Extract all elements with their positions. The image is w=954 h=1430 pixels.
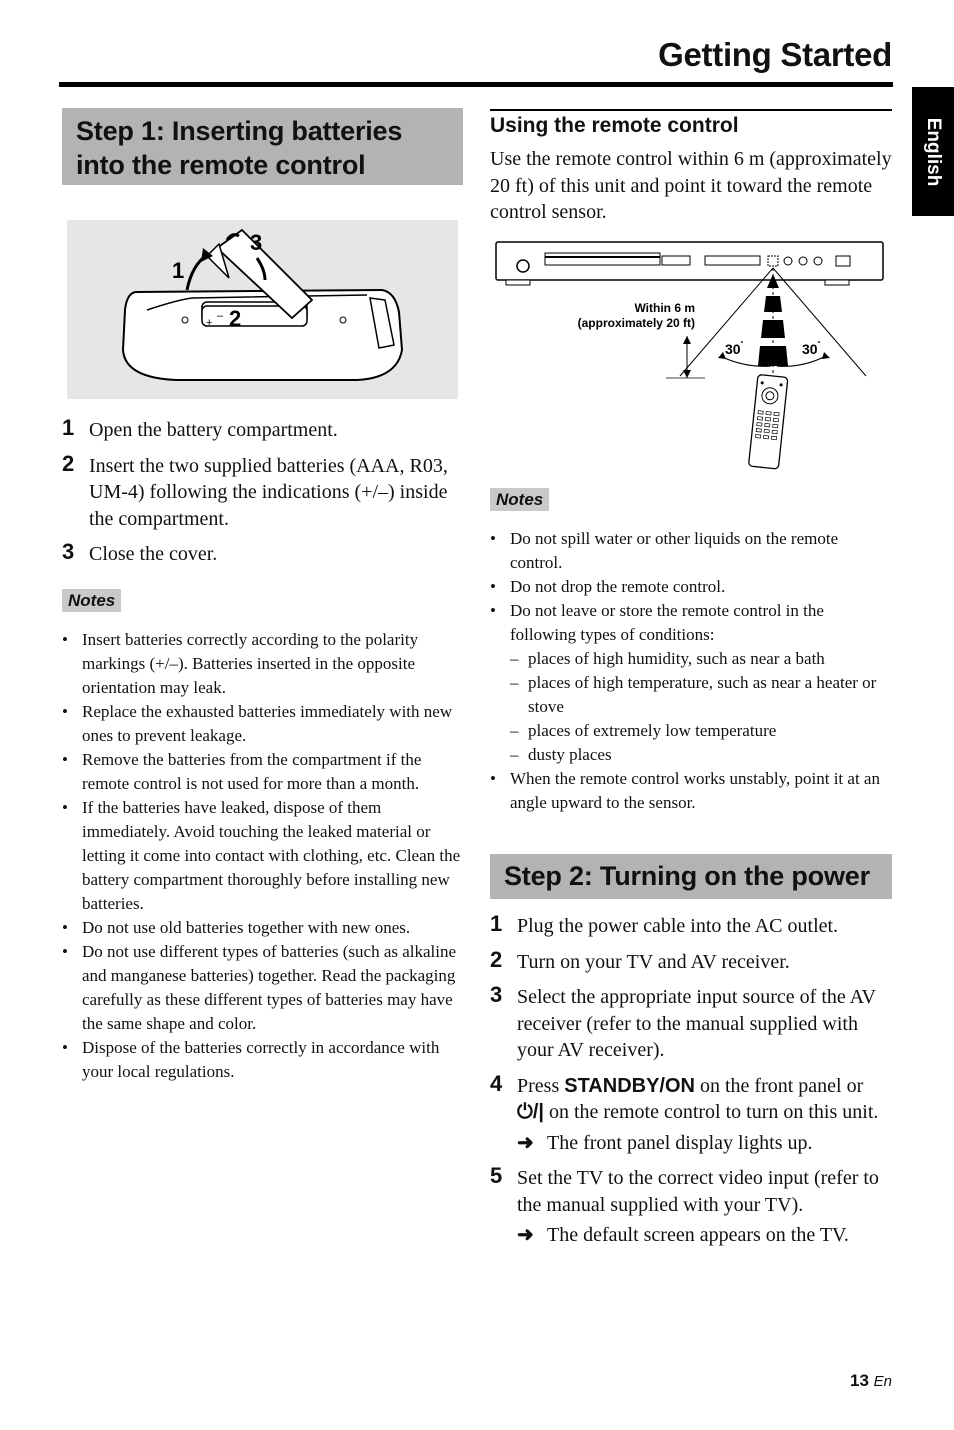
note-item: • When the remote control works unstably, point it at an angle upward to the sensor. — [490, 767, 892, 815]
step-number: 1 — [62, 415, 75, 440]
step-number: 5 — [490, 1163, 503, 1188]
note-item: • Do not use old batteries together with new ones. — [62, 916, 464, 940]
step-text: Select the appropriate input source of the AV receiver (refer to the manual supplied with your AV receiver). — [517, 986, 876, 1061]
note-item: • Do not use different types of batteries (such as alkaline and manganese batteries) together. Read the packaging carefully as these different types of batteries may have the same shape and color. — [62, 940, 464, 1036]
note-item: • Do not leave or store the remote control in the following types of conditions: – places of high humidity, such as near a bath – places of high temperature, such as near a heater or stove – places of extremely low temperature – dusty places — [490, 599, 892, 767]
step-number: 4 — [490, 1070, 503, 1096]
range-label-line2: (approximately 20 ft) — [577, 316, 695, 330]
step-number: 3 — [62, 539, 75, 564]
arrow-icon: ➜ — [517, 1224, 534, 1246]
language-tab — [912, 87, 954, 216]
note-item: • Do not spill water or other liquids on the remote control. — [490, 527, 892, 575]
step1-heading: Step 1: Inserting batteries into the remote control — [62, 108, 463, 185]
condition-item: – places of high temperature, such as near a heater or stove — [510, 671, 892, 719]
notes-label: Notes — [490, 488, 549, 511]
standby-on-button-label: STANDBY/ON — [564, 1074, 695, 1097]
header-rule — [59, 82, 893, 87]
step-number: 3 — [490, 982, 503, 1007]
condition-item: – dusty places — [510, 743, 892, 767]
note-item: • Remove the batteries from the compartment if the remote control is not used for more than a month. — [62, 748, 464, 796]
remote-battery-illustration — [67, 220, 458, 399]
step-number: 2 — [62, 450, 75, 476]
step-text: Turn on your TV and AV receiver. — [517, 950, 790, 973]
svg-text:+: + — [206, 317, 213, 329]
step1-item — [62, 417, 464, 444]
angle-label-left: 30˚ — [725, 340, 744, 357]
step-text: Insert the two supplied batteries (AAA, R03, UM-4) following the indications (+/–) inside the compartment. — [89, 454, 448, 530]
angle-label-right: 30˚ — [802, 340, 821, 357]
step2-item — [490, 984, 892, 1064]
remote-range-diagram — [490, 238, 892, 473]
condition-item: – places of extremely low temperature — [510, 719, 892, 743]
step2-item — [490, 913, 892, 940]
section-rule — [490, 109, 892, 111]
notes-label: Notes — [62, 589, 121, 612]
step2-item — [490, 946, 892, 976]
condition-item: – places of high humidity, such as near a bath — [510, 647, 892, 671]
step-number: 1 — [490, 911, 503, 936]
arrow-icon: ➜ — [517, 1131, 534, 1154]
note-item: • Replace the exhausted batteries immediately with new ones to prevent leakage. — [62, 700, 464, 748]
step2-heading: Step 2: Turning on the power — [490, 854, 892, 899]
step2-instructions — [490, 913, 892, 1258]
step1-notes-list — [62, 628, 464, 1084]
step-text: Open the battery compartment. — [89, 419, 338, 441]
svg-text:–: – — [217, 310, 224, 322]
note-item: • Dispose of the batteries correctly in accordance with your local regulations. — [62, 1036, 464, 1084]
step2-item: 4 Press STANDBY/ON on the front panel or ⏻/| on the remote control to turn on this unit. ➜ The front panel display lights up. — [490, 1073, 892, 1157]
conditions-list — [510, 647, 892, 767]
note-item: • If the batteries have leaked, dispose of them immediately. Avoid touching the leaked material or letting it come into contact with clothing, etc. Clean the battery compartment thoroughly before installing new batteries. — [62, 796, 464, 916]
figure-step-label-2: 2 — [229, 306, 242, 331]
step-text: Plug the power cable into the AC outlet. — [517, 915, 839, 937]
remote-heading: Using the remote control — [490, 114, 739, 137]
figure-step-label-1: 1 — [172, 258, 185, 283]
step-text: Close the cover. — [89, 543, 218, 565]
step-result: ➜ The front panel display lights up. — [517, 1130, 892, 1157]
page-title: Getting Started — [658, 36, 892, 73]
remote-intro: Use the remote control within 6 m (approximately 20 ft) of this unit and point it toward the remote control sensor. — [490, 148, 892, 223]
step2-item — [490, 1165, 892, 1249]
step1-item — [62, 541, 464, 568]
figure-step-label-3: 3 — [250, 230, 263, 255]
note-item: • Do not drop the remote control. — [490, 575, 892, 599]
step1-instructions — [62, 417, 464, 577]
step-result: ➜ The default screen appears on the TV. — [517, 1222, 892, 1249]
step-text: Set the TV to the correct video input (refer to the manual supplied with your TV). — [517, 1167, 879, 1216]
remote-illustration — [748, 374, 787, 469]
remote-notes-list — [490, 527, 892, 815]
language-tab-label: English — [923, 117, 944, 186]
note-item: • Insert batteries correctly according to the polarity markings (+/–). Batteries inserted in the opposite orientation may leak. — [62, 628, 464, 700]
battery-insertion-figure — [67, 220, 458, 399]
range-label-line1: Within 6 m — [634, 301, 695, 315]
page-number: 13 En — [849, 1371, 892, 1390]
step1-item — [62, 450, 464, 533]
power-icon: ⏻/| — [517, 1101, 544, 1123]
step-number: 2 — [490, 946, 503, 972]
